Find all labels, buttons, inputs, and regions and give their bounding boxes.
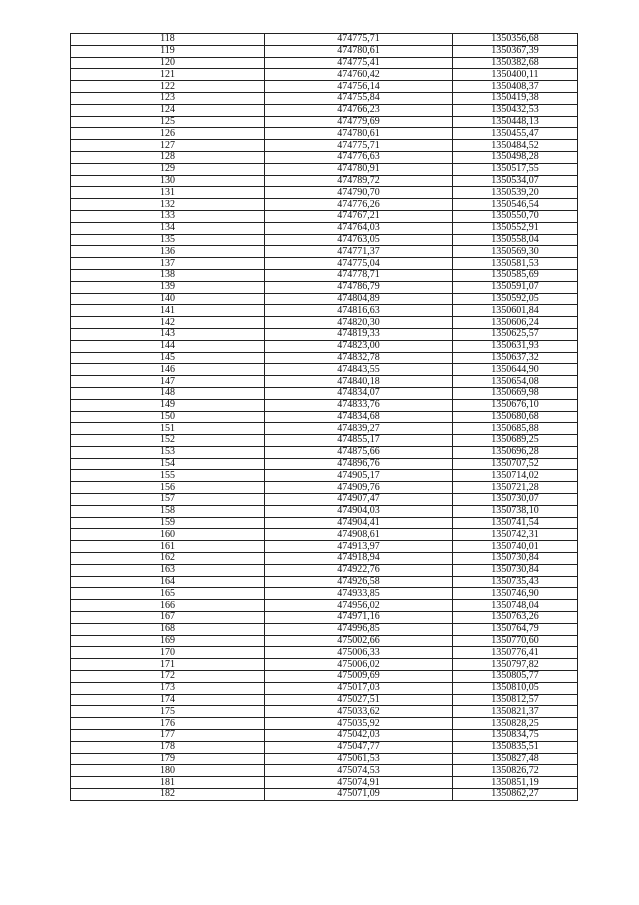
table-row <box>71 45 578 57</box>
table-row <box>71 246 578 258</box>
x-coordinate-cell: 474775,71 <box>265 34 453 46</box>
x-coordinate-cell: 474755,84 <box>265 92 453 104</box>
x-coordinate-cell: 474832,78 <box>265 352 453 364</box>
y-coordinate-cell: 1350552,91 <box>453 222 578 234</box>
y-coordinate-cell: 1350448,13 <box>453 116 578 128</box>
x-coordinate-cell: 474771,37 <box>265 246 453 258</box>
y-coordinate-cell: 1350432,53 <box>453 104 578 116</box>
y-coordinate-cell: 1350644,90 <box>453 364 578 376</box>
point-number-cell: 176 <box>71 718 265 730</box>
point-number-cell: 163 <box>71 564 265 576</box>
y-coordinate-cell: 1350735,43 <box>453 576 578 588</box>
table-row <box>71 116 578 128</box>
point-number-cell: 126 <box>71 128 265 140</box>
table-row <box>71 588 578 600</box>
table-row <box>71 328 578 340</box>
y-coordinate-cell: 1350746,90 <box>453 588 578 600</box>
table-row <box>71 789 578 801</box>
point-number-cell: 127 <box>71 140 265 152</box>
y-coordinate-cell: 1350654,08 <box>453 376 578 388</box>
point-number-cell: 165 <box>71 588 265 600</box>
point-number-cell: 131 <box>71 187 265 199</box>
point-number-cell: 168 <box>71 623 265 635</box>
point-number-cell: 138 <box>71 269 265 281</box>
point-number-cell: 174 <box>71 694 265 706</box>
x-coordinate-cell: 474834,68 <box>265 411 453 423</box>
y-coordinate-cell: 1350400,11 <box>453 69 578 81</box>
point-number-cell: 159 <box>71 517 265 529</box>
y-coordinate-cell: 1350834,75 <box>453 730 578 742</box>
table-row <box>71 364 578 376</box>
point-number-cell: 145 <box>71 352 265 364</box>
point-number-cell: 136 <box>71 246 265 258</box>
x-coordinate-cell: 475042,03 <box>265 730 453 742</box>
point-number-cell: 139 <box>71 281 265 293</box>
table-row <box>71 104 578 116</box>
point-number-cell: 154 <box>71 458 265 470</box>
x-coordinate-cell: 474767,21 <box>265 210 453 222</box>
point-number-cell: 142 <box>71 317 265 329</box>
table-row <box>71 69 578 81</box>
x-coordinate-cell: 474839,27 <box>265 423 453 435</box>
point-number-cell: 157 <box>71 494 265 506</box>
x-coordinate-cell: 475027,51 <box>265 694 453 706</box>
table-row <box>71 34 578 46</box>
table-row <box>71 187 578 199</box>
y-coordinate-cell: 1350730,84 <box>453 553 578 565</box>
point-number-cell: 153 <box>71 446 265 458</box>
table-row <box>71 446 578 458</box>
table-row <box>71 269 578 281</box>
x-coordinate-cell: 474756,14 <box>265 81 453 93</box>
point-number-cell: 152 <box>71 435 265 447</box>
y-coordinate-cell: 1350484,52 <box>453 140 578 152</box>
point-number-cell: 178 <box>71 741 265 753</box>
y-coordinate-cell: 1350770,60 <box>453 635 578 647</box>
point-number-cell: 118 <box>71 34 265 46</box>
x-coordinate-cell: 474760,42 <box>265 69 453 81</box>
table-row <box>71 376 578 388</box>
x-coordinate-cell: 475033,62 <box>265 706 453 718</box>
y-coordinate-cell: 1350517,55 <box>453 163 578 175</box>
x-coordinate-cell: 474904,03 <box>265 505 453 517</box>
y-coordinate-cell: 1350730,84 <box>453 564 578 576</box>
x-coordinate-cell: 474875,66 <box>265 446 453 458</box>
y-coordinate-cell: 1350382,68 <box>453 57 578 69</box>
x-coordinate-cell: 475047,77 <box>265 741 453 753</box>
x-coordinate-cell: 475009,69 <box>265 671 453 683</box>
table-row <box>71 564 578 576</box>
point-number-cell: 130 <box>71 175 265 187</box>
point-number-cell: 147 <box>71 376 265 388</box>
coordinates-table-body <box>71 34 578 801</box>
point-number-cell: 143 <box>71 328 265 340</box>
x-coordinate-cell: 474926,58 <box>265 576 453 588</box>
y-coordinate-cell: 1350534,07 <box>453 175 578 187</box>
y-coordinate-cell: 1350592,05 <box>453 293 578 305</box>
point-number-cell: 140 <box>71 293 265 305</box>
x-coordinate-cell: 474905,17 <box>265 470 453 482</box>
table-row <box>71 281 578 293</box>
point-number-cell: 123 <box>71 92 265 104</box>
x-coordinate-cell: 474909,76 <box>265 482 453 494</box>
y-coordinate-cell: 1350680,68 <box>453 411 578 423</box>
y-coordinate-cell: 1350835,51 <box>453 741 578 753</box>
y-coordinate-cell: 1350498,28 <box>453 151 578 163</box>
table-row <box>71 222 578 234</box>
y-coordinate-cell: 1350797,82 <box>453 659 578 671</box>
point-number-cell: 137 <box>71 258 265 270</box>
y-coordinate-cell: 1350539,20 <box>453 187 578 199</box>
point-number-cell: 166 <box>71 600 265 612</box>
x-coordinate-cell: 474775,41 <box>265 57 453 69</box>
x-coordinate-cell: 474922,76 <box>265 564 453 576</box>
table-row <box>71 81 578 93</box>
table-row <box>71 199 578 211</box>
point-number-cell: 171 <box>71 659 265 671</box>
point-number-cell: 160 <box>71 529 265 541</box>
table-row <box>71 765 578 777</box>
table-row <box>71 140 578 152</box>
y-coordinate-cell: 1350741,54 <box>453 517 578 529</box>
point-number-cell: 128 <box>71 151 265 163</box>
y-coordinate-cell: 1350805,77 <box>453 671 578 683</box>
table-row <box>71 623 578 635</box>
y-coordinate-cell: 1350721,28 <box>453 482 578 494</box>
x-coordinate-cell: 474971,16 <box>265 612 453 624</box>
table-row <box>71 175 578 187</box>
table-row <box>71 387 578 399</box>
y-coordinate-cell: 1350558,04 <box>453 234 578 246</box>
x-coordinate-cell: 475071,09 <box>265 789 453 801</box>
x-coordinate-cell: 474789,72 <box>265 175 453 187</box>
table-row <box>71 482 578 494</box>
point-number-cell: 161 <box>71 541 265 553</box>
x-coordinate-cell: 474819,33 <box>265 328 453 340</box>
y-coordinate-cell: 1350356,68 <box>453 34 578 46</box>
table-row <box>71 553 578 565</box>
table-row <box>71 423 578 435</box>
y-coordinate-cell: 1350812,57 <box>453 694 578 706</box>
point-number-cell: 150 <box>71 411 265 423</box>
table-row <box>71 777 578 789</box>
table-row <box>71 600 578 612</box>
point-number-cell: 175 <box>71 706 265 718</box>
table-row <box>71 340 578 352</box>
table-row <box>71 505 578 517</box>
table-row <box>71 517 578 529</box>
x-coordinate-cell: 474823,00 <box>265 340 453 352</box>
y-coordinate-cell: 1350569,30 <box>453 246 578 258</box>
point-number-cell: 172 <box>71 671 265 683</box>
point-number-cell: 146 <box>71 364 265 376</box>
x-coordinate-cell: 474904,41 <box>265 517 453 529</box>
y-coordinate-cell: 1350826,72 <box>453 765 578 777</box>
table-row <box>71 576 578 588</box>
y-coordinate-cell: 1350676,10 <box>453 399 578 411</box>
x-coordinate-cell: 474913,97 <box>265 541 453 553</box>
x-coordinate-cell: 475035,92 <box>265 718 453 730</box>
y-coordinate-cell: 1350810,05 <box>453 682 578 694</box>
y-coordinate-cell: 1350851,19 <box>453 777 578 789</box>
table-row <box>71 258 578 270</box>
table-row <box>71 682 578 694</box>
y-coordinate-cell: 1350738,10 <box>453 505 578 517</box>
y-coordinate-cell: 1350714,02 <box>453 470 578 482</box>
table-row <box>71 435 578 447</box>
x-coordinate-cell: 474918,94 <box>265 553 453 565</box>
table-row <box>71 706 578 718</box>
table-row <box>71 659 578 671</box>
point-number-cell: 125 <box>71 116 265 128</box>
x-coordinate-cell: 474833,76 <box>265 399 453 411</box>
table-row <box>71 151 578 163</box>
y-coordinate-cell: 1350669,98 <box>453 387 578 399</box>
point-number-cell: 155 <box>71 470 265 482</box>
y-coordinate-cell: 1350685,88 <box>453 423 578 435</box>
y-coordinate-cell: 1350764,79 <box>453 623 578 635</box>
y-coordinate-cell: 1350748,04 <box>453 600 578 612</box>
x-coordinate-cell: 474804,89 <box>265 293 453 305</box>
x-coordinate-cell: 474766,23 <box>265 104 453 116</box>
table-row <box>71 671 578 683</box>
x-coordinate-cell: 474786,79 <box>265 281 453 293</box>
x-coordinate-cell: 474775,04 <box>265 258 453 270</box>
table-row <box>71 352 578 364</box>
y-coordinate-cell: 1350631,93 <box>453 340 578 352</box>
point-number-cell: 144 <box>71 340 265 352</box>
point-number-cell: 121 <box>71 69 265 81</box>
point-number-cell: 122 <box>71 81 265 93</box>
y-coordinate-cell: 1350707,52 <box>453 458 578 470</box>
table-row <box>71 210 578 222</box>
point-number-cell: 177 <box>71 730 265 742</box>
x-coordinate-cell: 474834,07 <box>265 387 453 399</box>
x-coordinate-cell: 474764,03 <box>265 222 453 234</box>
x-coordinate-cell: 474780,91 <box>265 163 453 175</box>
table-row <box>71 494 578 506</box>
x-coordinate-cell: 474956,02 <box>265 600 453 612</box>
y-coordinate-cell: 1350828,25 <box>453 718 578 730</box>
x-coordinate-cell: 474776,26 <box>265 199 453 211</box>
x-coordinate-cell: 474780,61 <box>265 128 453 140</box>
coordinates-table <box>70 33 578 801</box>
x-coordinate-cell: 474933,85 <box>265 588 453 600</box>
point-number-cell: 151 <box>71 423 265 435</box>
table-row <box>71 234 578 246</box>
point-number-cell: 148 <box>71 387 265 399</box>
table-row <box>71 92 578 104</box>
table-row <box>71 317 578 329</box>
x-coordinate-cell: 475074,91 <box>265 777 453 789</box>
y-coordinate-cell: 1350367,39 <box>453 45 578 57</box>
x-coordinate-cell: 475061,53 <box>265 753 453 765</box>
x-coordinate-cell: 475002,66 <box>265 635 453 647</box>
point-number-cell: 158 <box>71 505 265 517</box>
x-coordinate-cell: 474843,55 <box>265 364 453 376</box>
table-row <box>71 647 578 659</box>
point-number-cell: 132 <box>71 199 265 211</box>
y-coordinate-cell: 1350419,38 <box>453 92 578 104</box>
table-row <box>71 128 578 140</box>
y-coordinate-cell: 1350408,37 <box>453 81 578 93</box>
y-coordinate-cell: 1350585,69 <box>453 269 578 281</box>
x-coordinate-cell: 474840,18 <box>265 376 453 388</box>
point-number-cell: 162 <box>71 553 265 565</box>
x-coordinate-cell: 475074,53 <box>265 765 453 777</box>
y-coordinate-cell: 1350550,70 <box>453 210 578 222</box>
table-row <box>71 635 578 647</box>
point-number-cell: 129 <box>71 163 265 175</box>
point-number-cell: 156 <box>71 482 265 494</box>
y-coordinate-cell: 1350637,32 <box>453 352 578 364</box>
x-coordinate-cell: 475006,33 <box>265 647 453 659</box>
table-row <box>71 305 578 317</box>
point-number-cell: 173 <box>71 682 265 694</box>
table-row <box>71 741 578 753</box>
point-number-cell: 164 <box>71 576 265 588</box>
y-coordinate-cell: 1350763,26 <box>453 612 578 624</box>
point-number-cell: 180 <box>71 765 265 777</box>
table-row <box>71 694 578 706</box>
x-coordinate-cell: 474778,71 <box>265 269 453 281</box>
x-coordinate-cell: 474908,61 <box>265 529 453 541</box>
x-coordinate-cell: 474996,85 <box>265 623 453 635</box>
x-coordinate-cell: 474855,17 <box>265 435 453 447</box>
table-row <box>71 470 578 482</box>
table-row <box>71 730 578 742</box>
point-number-cell: 124 <box>71 104 265 116</box>
x-coordinate-cell: 474907,47 <box>265 494 453 506</box>
y-coordinate-cell: 1350740,01 <box>453 541 578 553</box>
table-row <box>71 718 578 730</box>
x-coordinate-cell: 474775,71 <box>265 140 453 152</box>
point-number-cell: 133 <box>71 210 265 222</box>
table-row <box>71 541 578 553</box>
y-coordinate-cell: 1350742,31 <box>453 529 578 541</box>
table-row <box>71 57 578 69</box>
x-coordinate-cell: 474776,63 <box>265 151 453 163</box>
table-row <box>71 529 578 541</box>
point-number-cell: 119 <box>71 45 265 57</box>
y-coordinate-cell: 1350776,41 <box>453 647 578 659</box>
point-number-cell: 135 <box>71 234 265 246</box>
point-number-cell: 179 <box>71 753 265 765</box>
x-coordinate-cell: 474816,63 <box>265 305 453 317</box>
y-coordinate-cell: 1350696,28 <box>453 446 578 458</box>
x-coordinate-cell: 474780,61 <box>265 45 453 57</box>
point-number-cell: 120 <box>71 57 265 69</box>
table-row <box>71 399 578 411</box>
table-row <box>71 293 578 305</box>
table-row <box>71 753 578 765</box>
x-coordinate-cell: 474779,69 <box>265 116 453 128</box>
point-number-cell: 182 <box>71 789 265 801</box>
x-coordinate-cell: 475006,02 <box>265 659 453 671</box>
y-coordinate-cell: 1350591,07 <box>453 281 578 293</box>
point-number-cell: 169 <box>71 635 265 647</box>
y-coordinate-cell: 1350455,47 <box>453 128 578 140</box>
y-coordinate-cell: 1350625,57 <box>453 328 578 340</box>
y-coordinate-cell: 1350601,84 <box>453 305 578 317</box>
point-number-cell: 181 <box>71 777 265 789</box>
y-coordinate-cell: 1350862,27 <box>453 789 578 801</box>
table-row <box>71 163 578 175</box>
table-row <box>71 458 578 470</box>
y-coordinate-cell: 1350546,54 <box>453 199 578 211</box>
table-row <box>71 612 578 624</box>
x-coordinate-cell: 474790,70 <box>265 187 453 199</box>
y-coordinate-cell: 1350581,53 <box>453 258 578 270</box>
y-coordinate-cell: 1350606,24 <box>453 317 578 329</box>
point-number-cell: 167 <box>71 612 265 624</box>
x-coordinate-cell: 474763,05 <box>265 234 453 246</box>
point-number-cell: 134 <box>71 222 265 234</box>
y-coordinate-cell: 1350689,25 <box>453 435 578 447</box>
x-coordinate-cell: 474896,76 <box>265 458 453 470</box>
x-coordinate-cell: 475017,03 <box>265 682 453 694</box>
x-coordinate-cell: 474820,30 <box>265 317 453 329</box>
point-number-cell: 141 <box>71 305 265 317</box>
y-coordinate-cell: 1350730,07 <box>453 494 578 506</box>
point-number-cell: 149 <box>71 399 265 411</box>
point-number-cell: 170 <box>71 647 265 659</box>
y-coordinate-cell: 1350821,37 <box>453 706 578 718</box>
y-coordinate-cell: 1350827,48 <box>453 753 578 765</box>
table-row <box>71 411 578 423</box>
